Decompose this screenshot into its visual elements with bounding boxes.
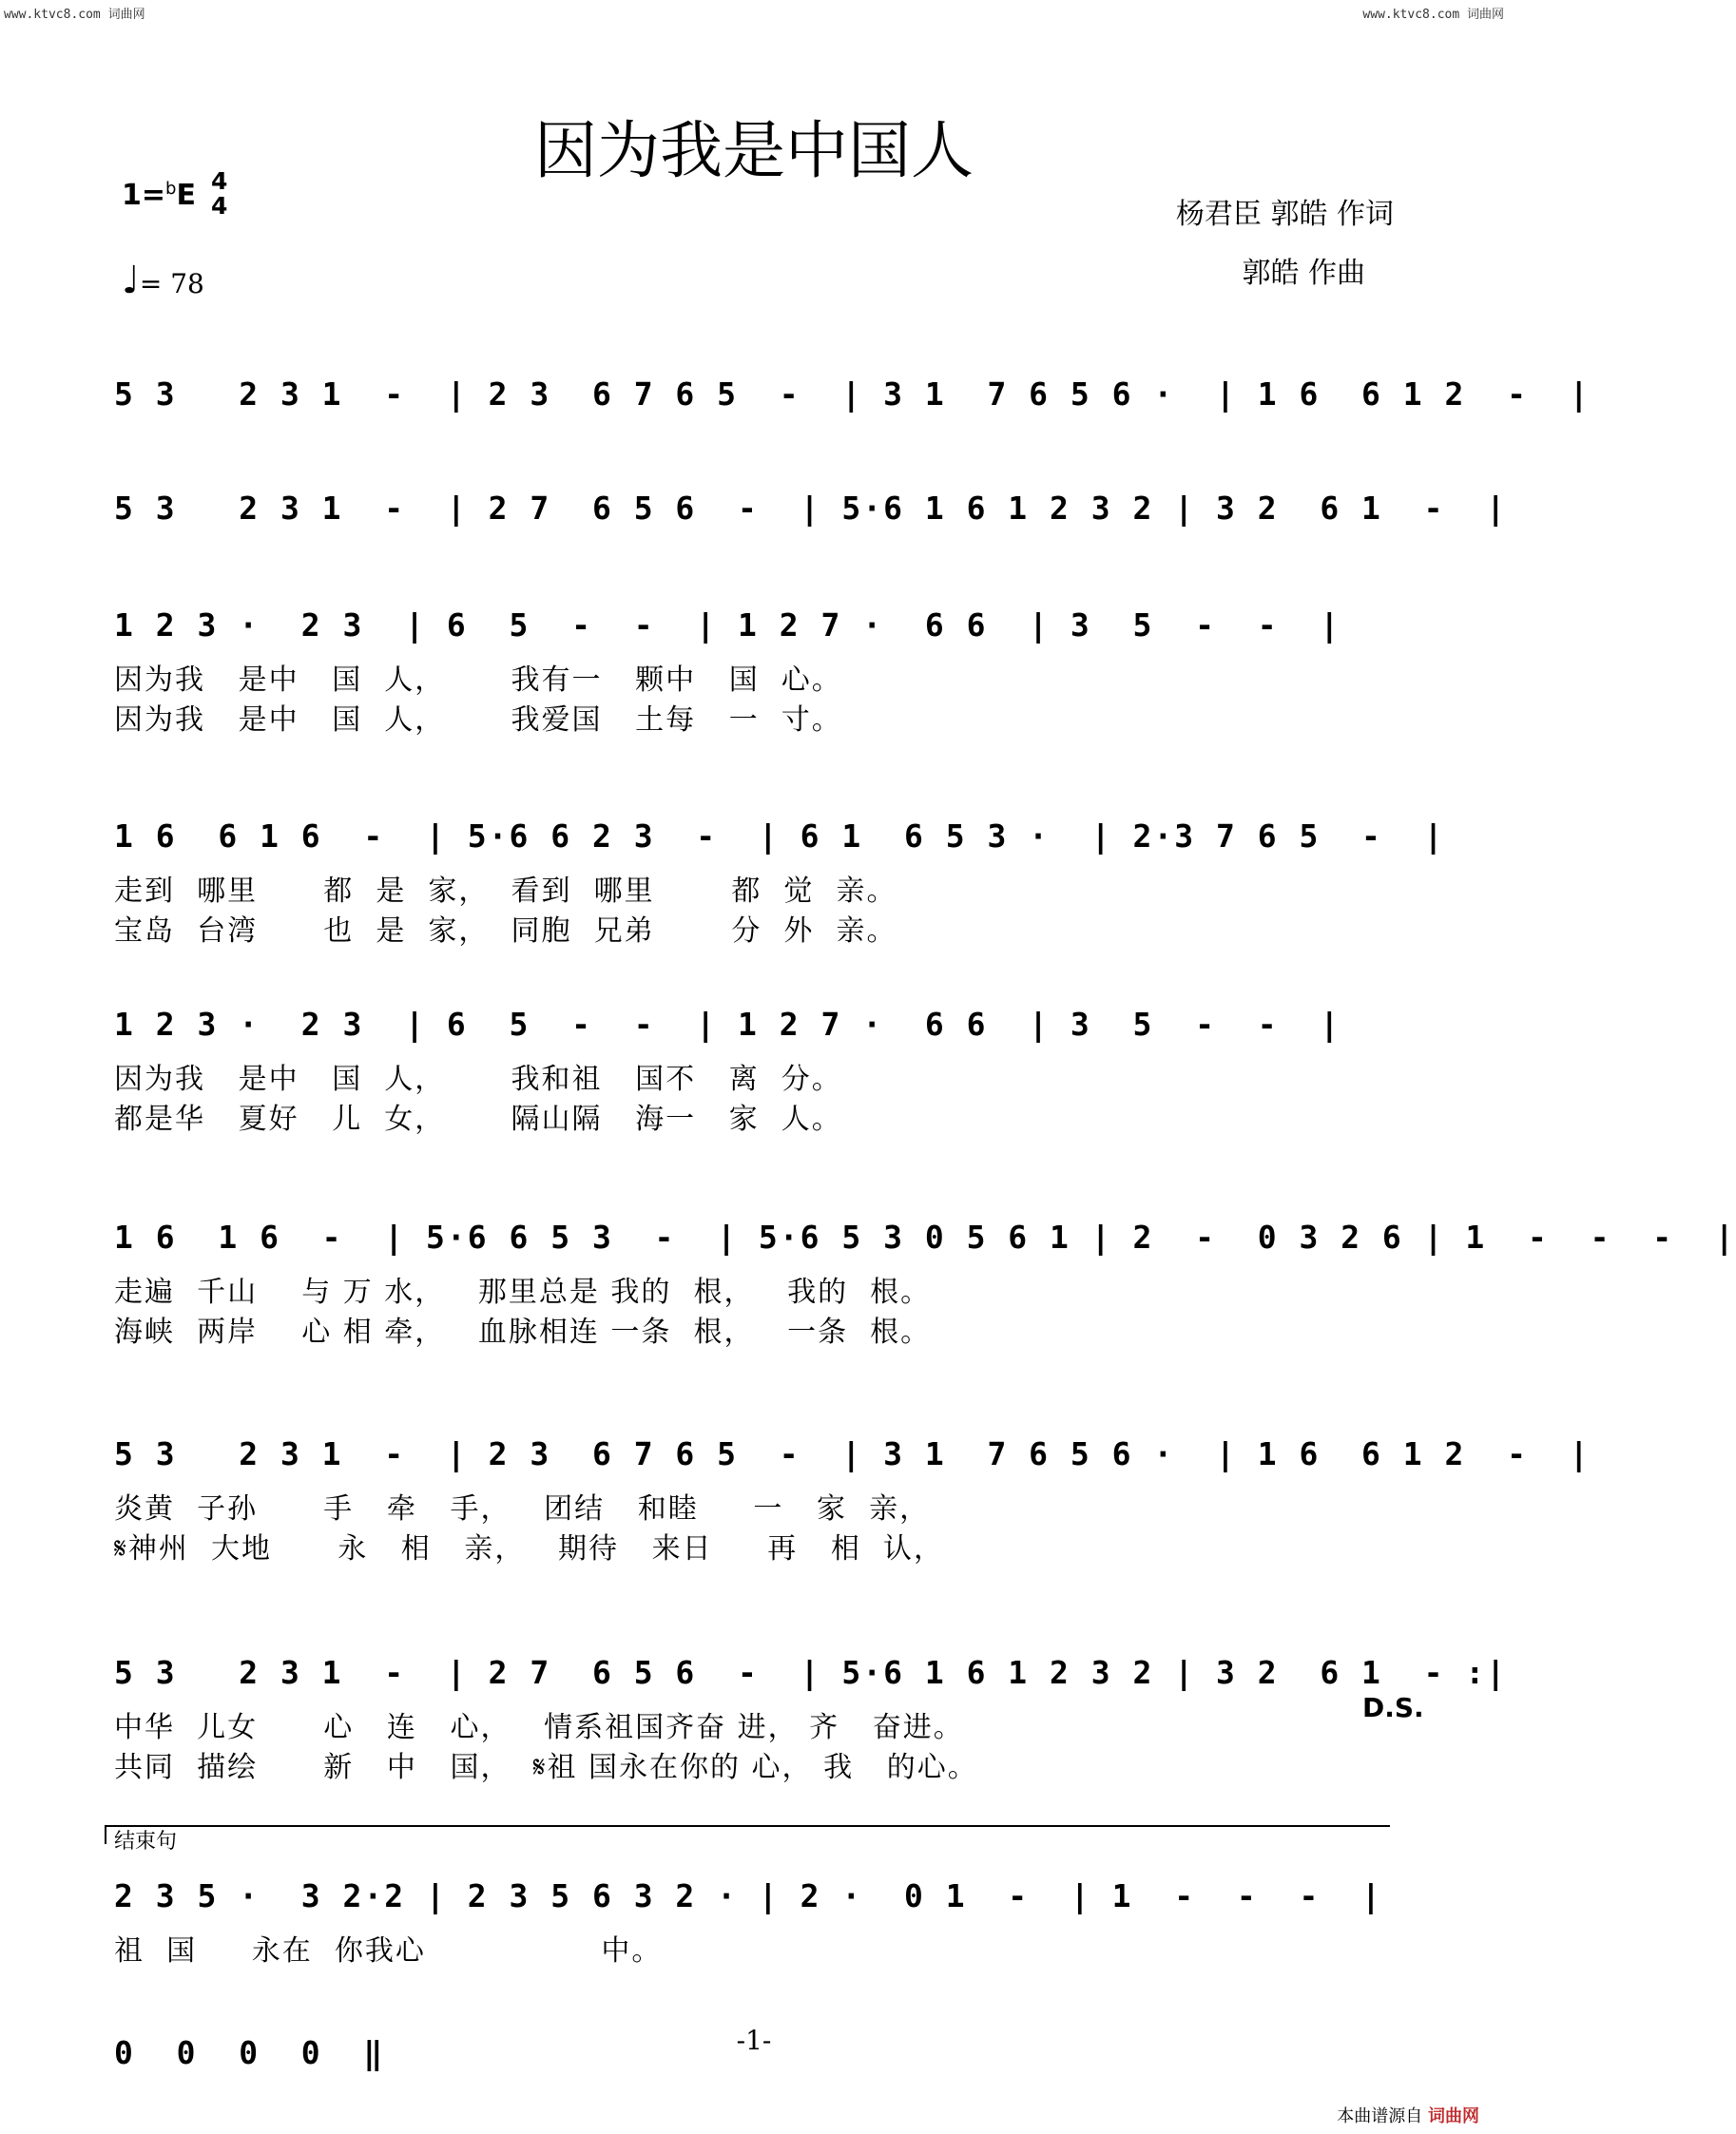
notation-line: 5 3 2 3 1 - | 2 3 6 7 6 5 - | 3 1 7 6 5 6 · | 1 6 6 1 2 - | <box>114 1435 1591 1472</box>
lyric-line: 炎黄 子孙 手 牵 手， 团结 和睦 一 家 亲， <box>114 1492 931 1526</box>
lyric-line: 中华 儿女 心 连 心， 情系祖国齐奋 进， 齐 奋进。 <box>114 1711 964 1744</box>
footer-text: 本曲谱源自 <box>1337 2106 1423 2126</box>
lyric-line: 祖 国 永在 你我心 中。 <box>114 1934 663 1968</box>
lyric-line: 宝岛 台湾 也 是 家， 同胞 兄弟 分 外 亲。 <box>114 914 897 948</box>
key-signature <box>122 179 196 212</box>
key-prefix: 1= <box>122 179 166 212</box>
time-signature-bottom: 4 <box>211 192 228 220</box>
page-title: 因为我是中国人 <box>534 114 974 187</box>
notation-line: 0 0 0 0 ‖ <box>114 2034 385 2071</box>
composer-credit: 郭皓 作曲 <box>1242 257 1365 290</box>
tempo-marking <box>122 259 204 302</box>
key-note: E <box>176 179 196 212</box>
lyric-line: 因为我 是中 国 人， 我和祖 国不 离 分。 <box>114 1063 842 1096</box>
lyric-line: 因为我 是中 国 人， 我爱国 土每 一 寸。 <box>114 703 842 737</box>
lyric-line: 走到 哪里 都 是 家， 看到 哪里 都 觉 亲。 <box>114 875 897 908</box>
notation-line: 5 3 2 3 1 - | 2 3 6 7 6 5 - | 3 1 7 6 5 6 · | 1 6 6 1 2 - | <box>114 375 1591 413</box>
tempo-value: = 78 <box>139 268 204 299</box>
notation-line: 5 3 2 3 1 - | 2 7 6 5 6 - | 5·6 1 6 1 2 3 2 | 3 2 6 1 - | <box>114 490 1508 527</box>
quarter-note-icon: ♩ <box>122 259 140 302</box>
lyricist-credit: 杨君臣 郭皓 作词 <box>1175 198 1394 231</box>
lyric-line: 走遍 千山 与 万 水， 那里总是 我的 根， 我的 根。 <box>114 1276 932 1309</box>
header-left: www.ktvc8.com 词曲网 <box>4 8 145 22</box>
footer <box>1337 2103 1479 2127</box>
notation-line: 1 2 3 · 2 3 | 6 5 - - | 1 2 7 · 6 6 | 3 5 - - | <box>114 1006 1341 1043</box>
ending-bracket <box>105 1825 1390 1844</box>
ds-mark: D.S. <box>1362 1692 1424 1723</box>
ending-label: 结束句 <box>114 1830 178 1854</box>
score-system <box>114 817 1445 948</box>
score-system <box>114 606 1388 737</box>
score-system <box>114 375 1591 413</box>
footer-brand: 词曲网 <box>1428 2106 1479 2126</box>
score-system <box>114 1006 1388 1136</box>
notation-line: 1 6 1 6 - | 5·6 6 5 3 - | 5·6 5 3 0 5 6 1 | 2 - 0 3 2 6 | 1 - - - | <box>114 1219 1736 1256</box>
score-system <box>114 1877 1388 1968</box>
page-number: -1- <box>736 2025 772 2056</box>
flat-icon: b <box>165 179 177 199</box>
lyric-line: 都是华 夏好 儿 女， 隔山隔 海一 家 人。 <box>114 1103 842 1136</box>
score-system <box>114 490 1508 528</box>
lyric-line: 共同 描绘 新 中 国， 𝄋祖 国永在你的 心， 我 的心。 <box>114 1751 978 1784</box>
notation-line: 5 3 2 3 1 - | 2 7 6 5 6 - | 5·6 1 6 1 2 3 2 | 3 2 6 1 - :| <box>114 1654 1508 1691</box>
score-system <box>114 1219 1736 1349</box>
time-signature-top: 4 <box>211 167 228 195</box>
header-right: www.ktvc8.com 词曲网 <box>1362 8 1504 22</box>
notation-line: 2 3 5 · 3 2·2 | 2 3 5 6 3 2 · | 2 · 0 1 - | 1 - - - | <box>114 1877 1382 1914</box>
score-system <box>114 1435 1591 1566</box>
notation-line: 1 6 6 1 6 - | 5·6 6 2 3 - | 6 1 6 5 3 · | 2·3 7 6 5 - | <box>114 817 1445 855</box>
notation-line: 1 2 3 · 2 3 | 6 5 - - | 1 2 7 · 6 6 | 3 5 - - | <box>114 606 1341 644</box>
time-signature <box>211 169 227 219</box>
lyric-line: 因为我 是中 国 人， 我有一 颗中 国 心。 <box>114 663 842 697</box>
lyric-line: 海峡 两岸 心 相 牵， 血脉相连 一条 根， 一条 根。 <box>114 1316 932 1349</box>
lyric-line: 𝄋神州 大地 永 相 亲， 期待 来日 再 相 认， <box>114 1532 944 1566</box>
